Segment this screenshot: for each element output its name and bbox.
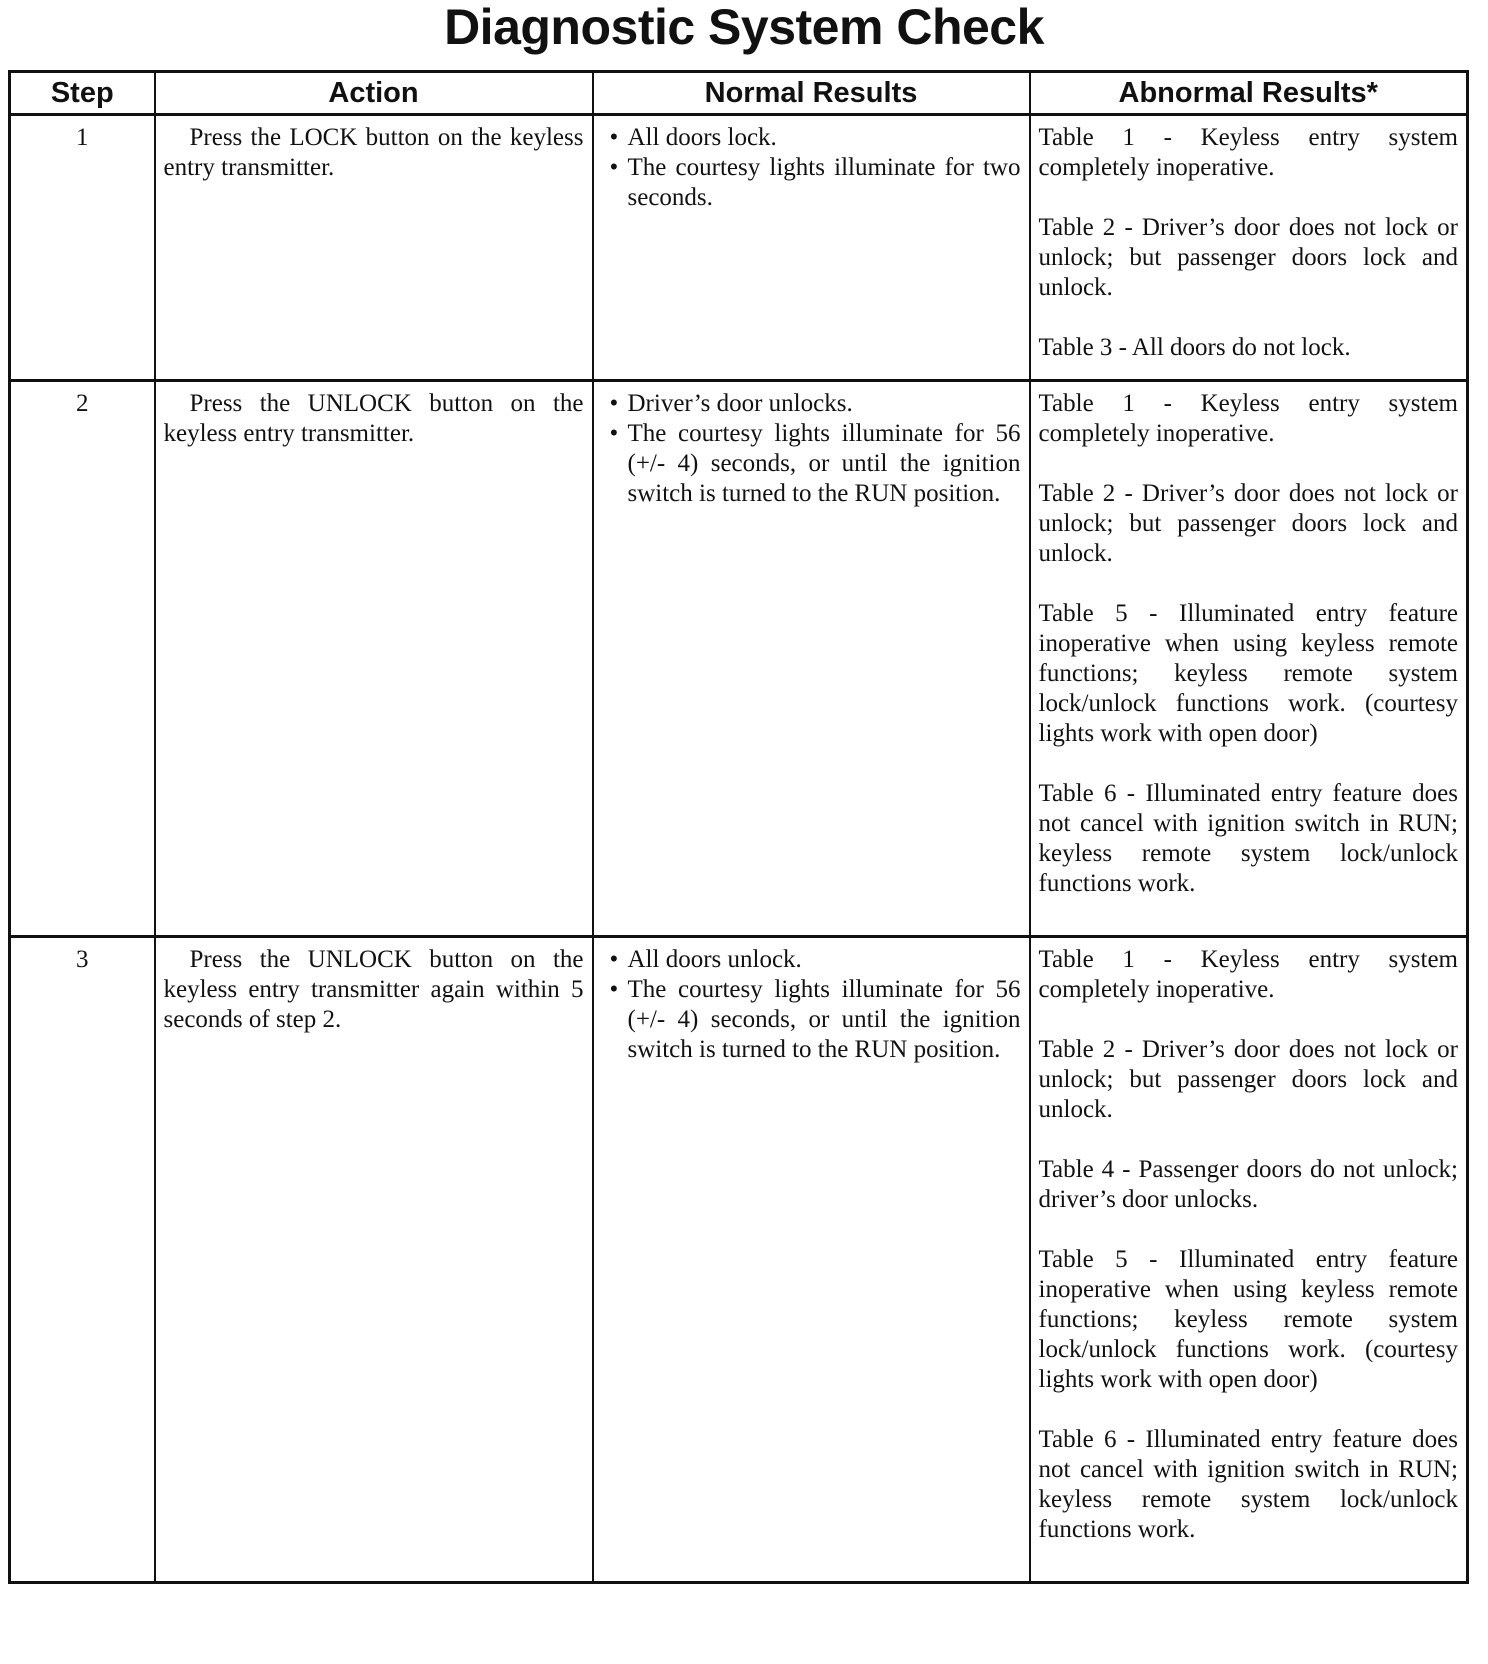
diagnostic-table [8, 70, 1469, 1584]
abnormal-result-item: Table 6 - Illuminated entry feature does not cancel with ignition switch in RUN; keyless remote system lock/unlock functions work. [1038, 1426, 1458, 1543]
abnormal-result-item: Table 5 - Illuminated entry feature inoperative when using keyless remote functions; keyless remote system lock/unlock functions work. (courtesy lights work with open door) [1038, 600, 1458, 747]
abnormal-result-item: Table 4 - Passenger doors do not unlock; driver’s door unlocks. [1038, 1156, 1458, 1213]
abnormal-results-cell [1030, 937, 1468, 1583]
abnormal-results-cell [1030, 381, 1468, 937]
table-row [10, 937, 1468, 1583]
abnormal-result-item: Table 3 - All doors do not lock. [1038, 334, 1351, 361]
normal-result-item: • The courtesy lights illuminate for 56 (+/- 4) seconds, or until the ignition switch is turned to the RUN position. [628, 419, 1021, 509]
abnormal-result-item: Table 2 - Driver’s door does not lock or unlock; but passenger doors lock and unlock. [1038, 1036, 1458, 1123]
normal-result-item: • All doors unlock. [628, 945, 1021, 975]
abnormal-result-item: Table 1 - Keyless entry system completely inoperative. [1038, 946, 1458, 1003]
action-text: Press the UNLOCK button on the keyless entry transmitter again within 5 seconds of step 2. [163, 946, 584, 1033]
action-cell [155, 115, 593, 381]
step-number: 1 [10, 115, 155, 381]
column-header-step: Step [10, 72, 155, 115]
normal-results-cell [593, 115, 1030, 381]
step-number: 3 [10, 937, 155, 1583]
abnormal-result-item: Table 1 - Keyless entry system completely inoperative. [1038, 390, 1458, 447]
normal-result-item: • All doors lock. [628, 123, 1021, 153]
action-cell [155, 381, 593, 937]
table-row [10, 381, 1468, 937]
abnormal-result-item: Table 6 - Illuminated entry feature does not cancel with ignition switch in RUN; keyless remote system lock/unlock functions work. [1038, 780, 1458, 897]
normal-results-list [602, 123, 1021, 213]
normal-result-item: • The courtesy lights illuminate for two seconds. [628, 153, 1021, 213]
abnormal-result-item: Table 2 - Driver’s door does not lock or unlock; but passenger doors lock and unlock. [1038, 480, 1458, 567]
table-row [10, 115, 1468, 381]
normal-results-cell [593, 937, 1030, 1583]
abnormal-result-item: Table 2 - Driver’s door does not lock or unlock; but passenger doors lock and unlock. [1038, 214, 1458, 301]
action-cell [155, 937, 593, 1583]
column-header-normal-results: Normal Results [593, 72, 1030, 115]
step-number: 2 [10, 381, 155, 937]
page-title: Diagnostic System Check [444, 0, 1044, 55]
action-text: Press the LOCK button on the keyless entry transmitter. [163, 124, 584, 181]
normal-results-cell [593, 381, 1030, 937]
normal-result-item: • Driver’s door unlocks. [628, 389, 1021, 419]
abnormal-result-item: Table 5 - Illuminated entry feature inoperative when using keyless remote functions; keyless remote system lock/unlock functions work. (courtesy lights work with open door) [1038, 1246, 1458, 1393]
action-text: Press the UNLOCK button on the keyless entry transmitter. [163, 390, 584, 447]
column-header-action: Action [155, 72, 593, 115]
table-header-row [10, 72, 1468, 115]
column-header-abnormal-results: Abnormal Results* [1030, 72, 1468, 115]
normal-result-item: • The courtesy lights illuminate for 56 (+/- 4) seconds, or until the ignition switch is turned to the RUN position. [628, 975, 1021, 1065]
abnormal-result-item: Table 1 - Keyless entry system completely inoperative. [1038, 124, 1458, 181]
abnormal-results-cell [1030, 115, 1468, 381]
normal-results-list [602, 389, 1021, 509]
normal-results-list [602, 945, 1021, 1065]
